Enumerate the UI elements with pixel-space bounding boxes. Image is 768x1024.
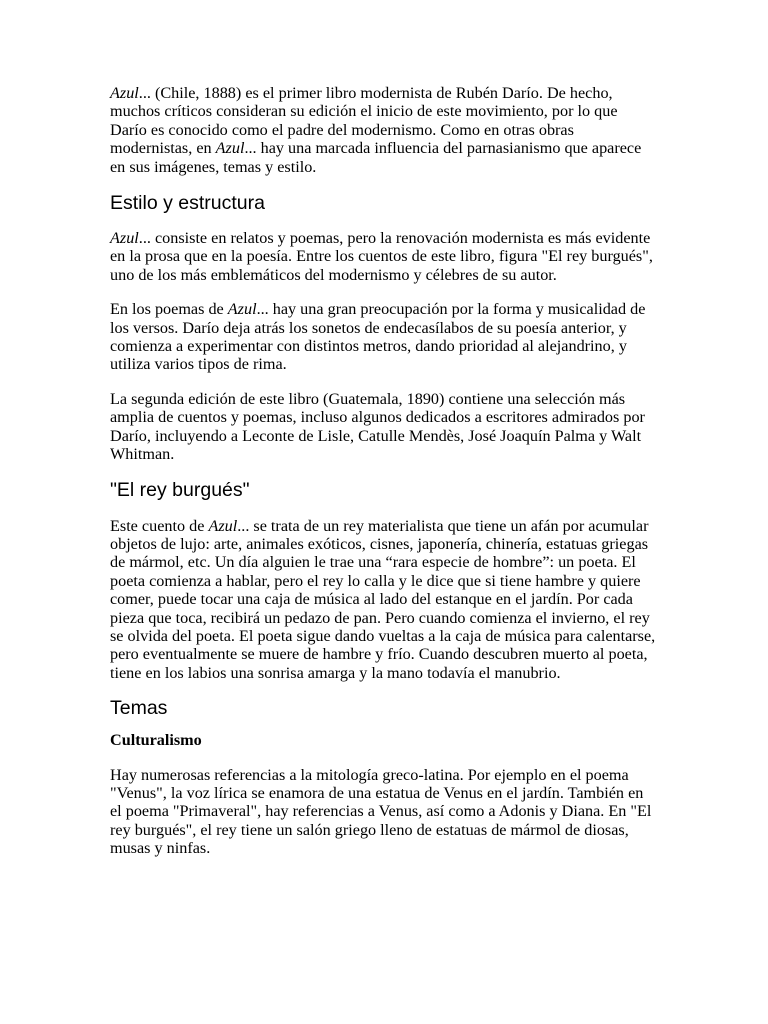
heading-temas: Temas xyxy=(110,697,168,720)
estilo-paragraph-3: La segunda edición de este libro (Guatemala, 1890) contiene una selección más amplia de cuentos y poemas, incluso algunos dedicados a escritores admirados por Darío, incluyendo a Leconte de Lisle, Catulle Mendès, José Joaquín Palma y Walt Whitman. xyxy=(110,389,645,464)
book-title-italic: Azul xyxy=(110,84,139,102)
book-title-italic: Azul xyxy=(208,516,238,535)
estilo-paragraph-2-lead: En los poemas de xyxy=(110,300,228,319)
estilo-paragraph-1-text: ... consiste en relatos y poemas, pero la renovación modernista es más evidente en la prosa que en la poesía. Entre los cuentos de este libro, figura "El rey burgués", uno de los más emblemáticos del modernismo y célebres de su autor. xyxy=(110,229,653,284)
intro-paragraph xyxy=(110,84,658,176)
document-page xyxy=(110,84,658,858)
estilo-paragraph-2-text: ... hay una gran preocupación por la forma y musicalidad de los versos. Darío deja atrás los sonetos de endecasílabos de su poesía anterior, y comienza a experimentar con distintos metros, dando prioridad al alejandrino, y utiliza varios tipos de rima. xyxy=(110,300,646,374)
book-title-italic: Azul xyxy=(227,300,257,319)
subheading-culturalismo: Culturalismo xyxy=(110,731,202,750)
culturalismo-paragraph: Hay numerosas referencias a la mitología greco-latina. Por ejemplo en el poema "Venus", la voz lírica se enamora de una estatua de Venus en el jardín. También en el poema "Primaveral", hay referencias a Venus, así como a Adonis y Diana. En "El rey burgués", el rey tiene un salón griego lleno de estatuas de mármol de diosas, musas y ninfas. xyxy=(110,765,652,858)
intro-text-part-1: ... (Chile, 1888) es el primer libro modernista de Rubén Darío. De hecho, muchos críticos consideran su edición el inicio de este movimiento, por lo que Darío es conocido como el padre del modernismo. Como en otras obras modernistas, en xyxy=(110,84,618,158)
intro-text-part-2: ... hay una marcada influencia del parnasianismo que aparece en sus imágenes, temas y estilo. xyxy=(110,139,642,176)
book-title-italic: Azul xyxy=(215,139,245,158)
rey-paragraph xyxy=(110,517,658,683)
heading-el-rey-burgues: "El rey burgués" xyxy=(110,478,250,501)
estilo-paragraph-2 xyxy=(110,300,658,374)
estilo-paragraph-1 xyxy=(110,229,658,284)
rey-paragraph-text: ... se trata de un rey materialista que tiene un afán por acumular objetos de lujo: arte, animales exóticos, cisnes, japonería, chinería, estatuas griegas de mármol, etc. Un día alguien le trae una “rara especie de hombre”: un poeta. El poeta comienza a hablar, pero el rey lo calla y le dice que si tiene hambre y quiere comer, puede tocar una caja de música al lado del estanque en el jardín. Por cada pieza que toca, recibirá un pedazo de pan. Pero cuando comienza el invierno, el rey se olvida del poeta. El poeta sigue dando vueltas a la caja de música para calentarse, pero eventualmente se muere de hambre y frío. Cuando descubren muerto al poeta, tiene en los labios una sonrisa amarga y la mano todavía el manubrio. xyxy=(110,516,656,682)
rey-paragraph-lead: Este cuento de xyxy=(110,516,209,535)
heading-estilo-y-estructura: Estilo y estructura xyxy=(110,192,265,215)
book-title-italic: Azul xyxy=(110,229,139,248)
